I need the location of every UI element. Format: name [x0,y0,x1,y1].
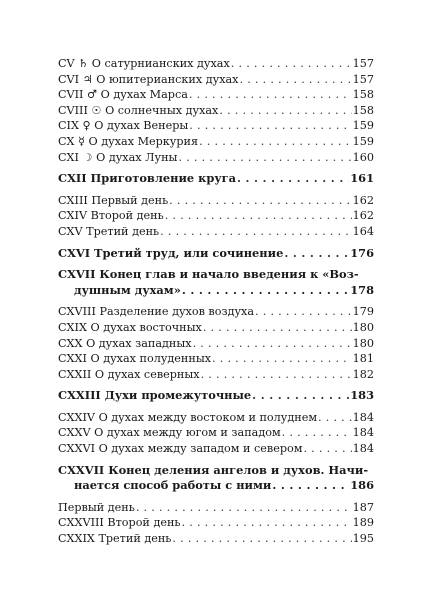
toc-page-number: 179 [352,305,374,319]
toc-title: О духах западных [86,336,192,350]
dot-leader [199,134,352,150]
toc-number: CXXVIII [58,516,104,530]
dot-leader [182,515,352,531]
toc-page-number: 161 [350,171,374,186]
toc-title: О сатурнианских духах [91,57,230,70]
toc-entry [58,224,374,240]
toc-heading-line1 [58,463,374,479]
toc-entry [58,72,374,88]
toc-page-number: 158 [352,103,374,117]
toc-number: CXVII [58,267,96,282]
dot-leader [189,87,352,103]
toc-section-heading [58,171,374,187]
dot-leader [318,410,352,426]
toc-page-number: 159 [352,119,374,133]
toc-page-number: 182 [352,367,374,381]
toc-section-heading [58,246,374,262]
dot-leader [203,320,352,336]
toc-section-heading [58,388,374,404]
dot-leader [303,441,351,457]
toc-title: Второй день [90,209,164,223]
mars-symbol-icon: ♂ [87,88,98,102]
toc-page-number: 184 [352,410,374,424]
dot-leader [240,72,352,88]
toc-page-number: 184 [352,442,374,456]
toc-section-heading [58,267,374,298]
dot-leader [219,103,351,119]
dot-leader [272,478,349,494]
toc-heading-line1 [58,267,374,283]
toc-title: О духах между западом и севером [98,442,303,456]
toc-title: О духах восточных [90,320,202,334]
toc-number: CXXVII [58,462,105,477]
dot-leader [178,150,351,166]
toc-title: Конец деления ангелов и духов. Начи- [108,462,369,477]
toc-title: О духах Марса [100,88,188,102]
toc-number: CXIII [58,193,88,207]
toc-page-number: 195 [352,532,374,546]
toc-number: CX [58,134,75,148]
toc-entry [58,425,374,441]
toc-title: О духах между югом и западом [94,426,281,440]
toc-entry [58,351,374,367]
toc-title: Первый день [91,193,169,207]
dot-leader [193,336,352,352]
toc-title-continued: нается способ работы с ними [74,478,272,493]
toc-title: Третий день [98,532,172,546]
toc-entry [58,103,374,119]
toc-title: О духах Луны [96,150,178,164]
toc-page-number: 189 [352,516,374,530]
dot-leader [237,171,349,187]
toc-number: CXVIII [58,305,96,319]
dot-leader [255,304,352,320]
toc-title: О духах между востоком и полуднем [98,410,318,424]
toc-title: Конец глав и начало введения к «Воз- [99,267,359,282]
toc-number: CVII [58,88,84,102]
dot-leader [284,246,349,262]
toc-title: Третий день [86,224,160,238]
toc-title: О духах полуденных [90,352,212,366]
toc-number: CXXVI [58,442,95,456]
mercury-symbol-icon: ☿ [78,134,85,148]
toc-number: CXX [58,336,83,350]
toc-page-number: 180 [352,320,374,334]
dot-leader [182,283,349,299]
toc-number: CXIV [58,209,88,223]
toc-entry [58,410,374,426]
toc-number: CXI [58,150,79,164]
toc-title: Духи промежуточные [104,388,252,403]
venus-symbol-icon: ♀ [82,119,91,133]
toc-title: Второй день [107,516,181,530]
toc-title: О духах Венеры [94,119,189,133]
toc-heading-line2 [58,283,374,299]
toc-entry [58,515,374,531]
toc-page-number: 176 [350,245,374,260]
toc-number: CXXIII [58,388,101,403]
toc-entry [58,193,374,209]
toc-title: Приготовление круга [90,171,236,186]
toc-number: CXVI [58,245,91,260]
toc-number: CVIII [58,103,88,117]
dot-leader [282,425,352,441]
toc-number: CXXII [58,367,92,381]
toc-page-number: 157 [352,72,374,86]
toc-entry [58,367,374,383]
dot-leader [189,118,351,134]
dot-leader [212,351,352,367]
toc-page-number: 181 [352,352,374,366]
toc-entry [58,134,374,150]
toc-page-number: 187 [352,500,374,514]
toc-title: Первый день [58,500,135,514]
dot-leader [165,208,352,224]
dot-leader [136,500,352,516]
toc-entry [58,531,374,547]
toc-number: CXIX [58,320,87,334]
toc-page-number: 162 [352,209,374,223]
sun-symbol-icon: ☉ [91,103,102,117]
dot-leader [160,224,352,240]
toc-page-number: 186 [350,478,374,493]
toc-number: CV [58,57,75,70]
saturn-symbol-icon: ♄ [78,57,89,70]
toc-page-number: 183 [350,388,374,403]
toc-section-heading [58,463,374,494]
toc-title: Третий труд, или сочинение [94,245,284,260]
toc-title-continued: душным духам» [74,282,181,297]
toc-entry [58,208,374,224]
toc-title: Разделение духов воздуха [99,305,255,319]
toc-entry [58,56,374,72]
toc-entry [58,336,374,352]
toc-page-number: 160 [352,150,374,164]
dot-leader [252,388,349,404]
toc-page-number: 157 [352,57,374,70]
jupiter-symbol-icon: ♃ [82,72,93,86]
dot-leader [231,56,352,72]
toc-entry [58,500,374,516]
toc-entry [58,320,374,336]
toc-number: CXV [58,224,83,238]
toc-number: CXXIV [58,410,95,424]
toc-page-number: 178 [350,282,374,297]
toc-title: О духах Меркурия [88,134,199,148]
toc-entry [58,87,374,103]
toc-entry [58,304,374,320]
toc-number: CIX [58,119,79,133]
toc-page-number: 159 [352,134,374,148]
toc-entry [58,150,374,166]
dot-leader [169,193,351,209]
toc-number: CXXV [58,426,91,440]
toc-page-number: 184 [352,426,374,440]
toc-number: CXXIX [58,532,95,546]
toc-page-number: 164 [352,224,374,238]
dot-leader [201,367,352,383]
toc-number: CXXI [58,352,87,366]
toc-page-number: 162 [352,193,374,207]
toc-number: CVI [58,72,80,86]
dot-leader [172,531,351,547]
toc-title: О духах северных [94,367,200,381]
toc-number: CXII [58,171,87,186]
table-of-contents [58,56,374,547]
toc-page-number: 180 [352,336,374,350]
toc-entry [58,441,374,457]
moon-symbol-icon: ☽ [82,150,93,164]
toc-title: О юпитерианских духах [96,72,239,86]
toc-page-number: 158 [352,88,374,102]
toc-heading-line2 [58,478,374,494]
toc-entry [58,118,374,134]
toc-title: О солнечных духах [105,103,219,117]
